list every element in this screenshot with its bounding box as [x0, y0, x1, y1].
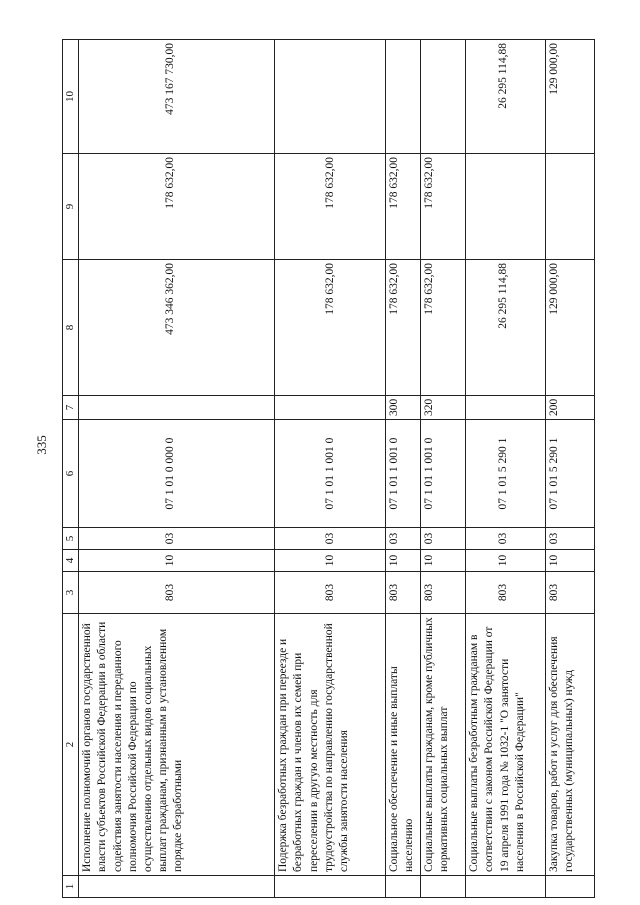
row-index-cell [421, 876, 466, 898]
amount-col9-cell: 178 632,00 [421, 154, 466, 260]
column-header: 6 [63, 420, 79, 528]
subsection-cell: 03 [79, 528, 275, 550]
section-cell: 10 [466, 550, 546, 572]
budget-table-sheet [62, 40, 576, 898]
column-header: 1 [63, 876, 79, 898]
table-row [421, 40, 466, 898]
row-index-cell [79, 876, 275, 898]
amount-col8-cell: 178 632,00 [275, 260, 386, 396]
header-row [63, 40, 79, 898]
amount-col10-cell [386, 40, 421, 154]
target-article-cell: 07 1 01 5 290 1 [466, 420, 546, 528]
row-index-cell [275, 876, 386, 898]
section-cell: 10 [546, 550, 595, 572]
amount-col9-cell [466, 154, 546, 260]
amount-col8-cell: 178 632,00 [421, 260, 466, 396]
amount-col8-cell: 473 346 362,00 [79, 260, 275, 396]
amount-col9-cell [546, 154, 595, 260]
expense-type-cell [466, 396, 546, 420]
expense-type-cell: 300 [386, 396, 421, 420]
budget-table [62, 39, 595, 898]
ministry-code-cell: 803 [386, 572, 421, 614]
row-index-cell [386, 876, 421, 898]
amount-col10-cell: 129 000,00 [546, 40, 595, 154]
target-article-cell: 07 1 01 0 000 0 [79, 420, 275, 528]
amount-col10-cell: 473 167 730,00 [79, 40, 275, 154]
section-cell: 10 [421, 550, 466, 572]
amount-col9-cell: 178 632,00 [386, 154, 421, 260]
target-article-cell: 07 1 01 1 001 0 [421, 420, 466, 528]
column-header: 4 [63, 550, 79, 572]
amount-col10-cell [421, 40, 466, 154]
amount-col8-cell: 178 632,00 [386, 260, 421, 396]
amount-col8-cell: 26 295 114,88 [466, 260, 546, 396]
target-article-cell: 07 1 01 1 001 0 [386, 420, 421, 528]
amount-col10-cell: 26 295 114,88 [466, 40, 546, 154]
table-row [275, 40, 386, 898]
row-index-cell [546, 876, 595, 898]
row-index-cell [466, 876, 546, 898]
table-row [546, 40, 595, 898]
column-header: 10 [63, 40, 79, 154]
item-name-cell: Социальное обеспечение и иные выплаты населению [386, 614, 421, 876]
expense-type-cell: 200 [546, 396, 595, 420]
target-article-cell: 07 1 01 1 001 0 [275, 420, 386, 528]
ministry-code-cell: 803 [546, 572, 595, 614]
target-article-cell: 07 1 01 5 290 1 [546, 420, 595, 528]
item-name-cell: Исполнение полномочий органов государственной власти субъектов Российской Федерации в области содействия занятости населения и переданного полномочия Российской Федерации по осуществлению отдельных видов социальных выплат гражданам, признанным в установленном порядке безработными [79, 614, 275, 876]
subsection-cell: 03 [275, 528, 386, 550]
page-number: 335 [34, 435, 49, 455]
ministry-code-cell: 803 [275, 572, 386, 614]
section-cell: 10 [275, 550, 386, 572]
item-name-cell: Социальные выплаты безработным гражданам в соответствии с законом Российской Федерации от 19 апреля 1991 года № 1032-1 "О занятости населения в Российской Федерации" [466, 614, 546, 876]
amount-col8-cell: 129 000,00 [546, 260, 595, 396]
expense-type-cell: 320 [421, 396, 466, 420]
column-header: 2 [63, 614, 79, 876]
amount-col10-cell [275, 40, 386, 154]
section-cell: 10 [79, 550, 275, 572]
amount-col9-cell: 178 632,00 [79, 154, 275, 260]
ministry-code-cell: 803 [79, 572, 275, 614]
subsection-cell: 03 [546, 528, 595, 550]
ministry-code-cell: 803 [421, 572, 466, 614]
table-row [386, 40, 421, 898]
column-header: 7 [63, 396, 79, 420]
table-row [466, 40, 546, 898]
expense-type-cell [275, 396, 386, 420]
item-name-cell: Социальные выплаты гражданам, кроме публичных нормативных социальных выплат [421, 614, 466, 876]
column-header: 5 [63, 528, 79, 550]
ministry-code-cell: 803 [466, 572, 546, 614]
subsection-cell: 03 [421, 528, 466, 550]
column-header: 8 [63, 260, 79, 396]
item-name-cell: Закупка товаров, работ и услуг для обеспечения государственных (муниципальных) нужд [546, 614, 595, 876]
item-name-cell: Подержка безработных граждан при переезде и безработных граждан и членов их семей при переселении в другую местность для трудоустройства по направлению государственной службы занятости населения [275, 614, 386, 876]
column-header: 9 [63, 154, 79, 260]
column-header: 3 [63, 572, 79, 614]
subsection-cell: 03 [386, 528, 421, 550]
expense-type-cell [79, 396, 275, 420]
section-cell: 10 [386, 550, 421, 572]
table-row [79, 40, 275, 898]
subsection-cell: 03 [466, 528, 546, 550]
amount-col9-cell: 178 632,00 [275, 154, 386, 260]
